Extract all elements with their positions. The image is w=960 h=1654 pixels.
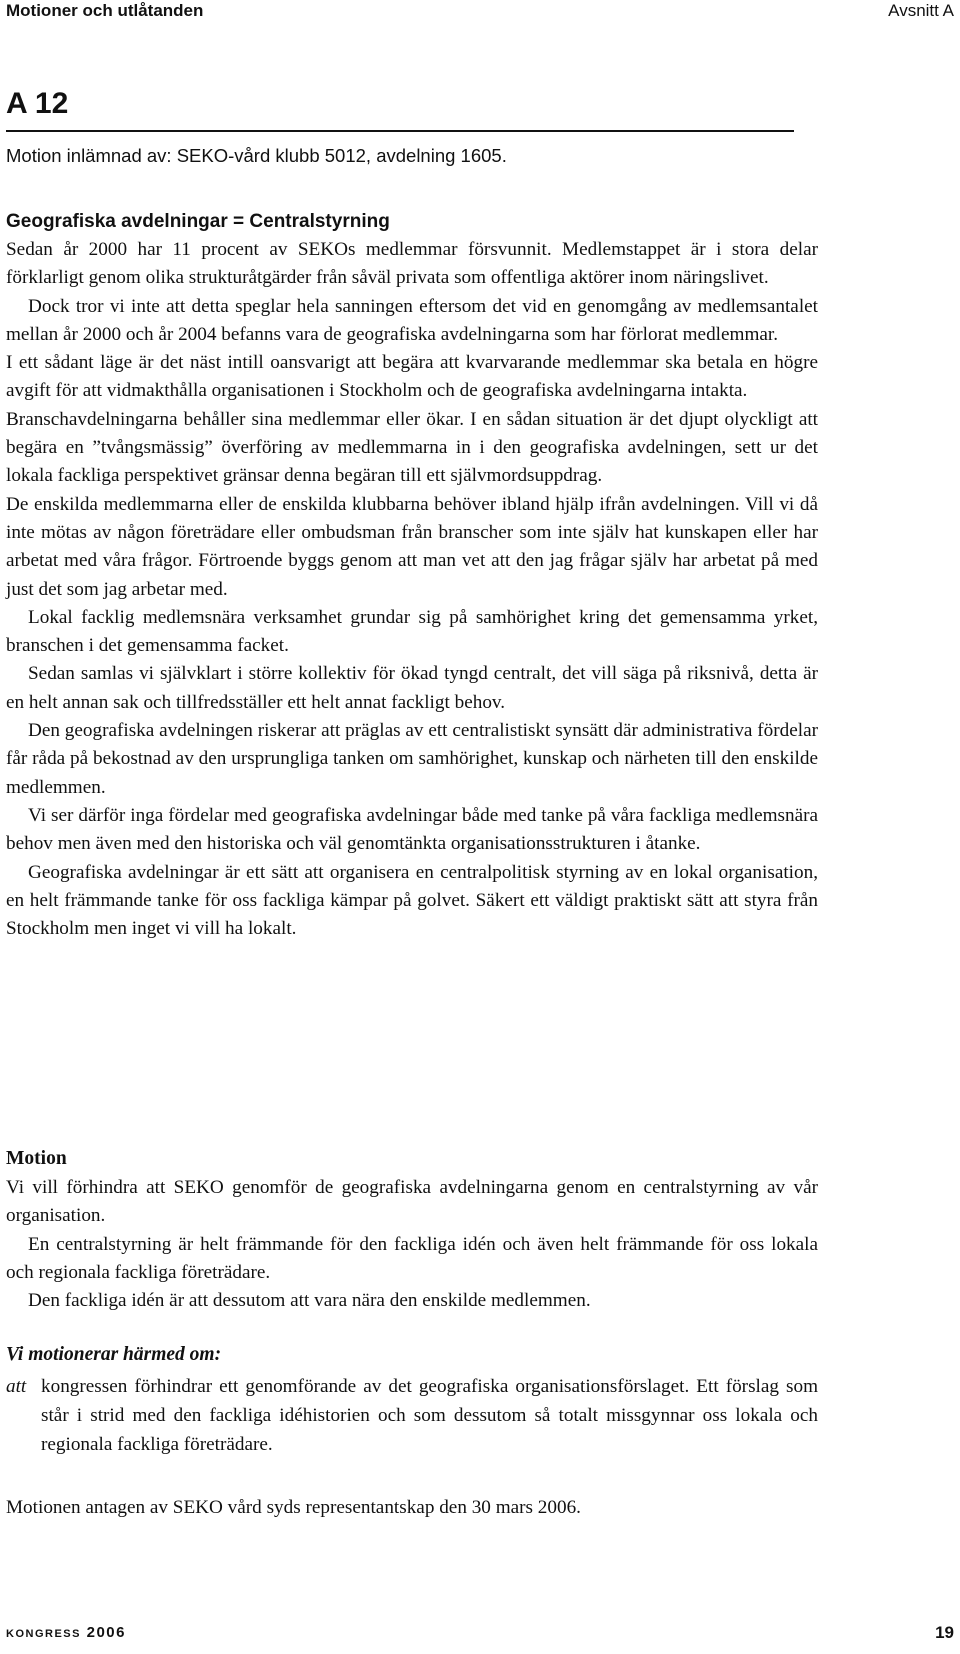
att-clause-text: kongressen förhindrar ett genomförande av det geografiska organisationsförslaget. Ett förslag som står i strid med den fackliga idéhistorien och som dessutom så totalt missgynnar oss lokala och regionala fackliga företrädare. [41, 1376, 818, 1455]
footer-publication: kongress 2006 [6, 1624, 126, 1641]
motion-title: A 12 [6, 87, 69, 120]
body-paragraph: De enskilda medlemmarna eller de enskilda klubbarna behöver ibland hjälp ifrån avdelningen. Vill vi då inte mötas av någon företrädare eller ombudsman från branscher som inte själv hat kunskapen eller har arbetat med våra frågor. Förtroende byggs genom att man vet att den jag frågar själv har arbetat på med just det som jag arbetar med. [6, 493, 818, 600]
motion-section [6, 1144, 818, 1315]
body-paragraph: Vi ser därför inga fördelar med geografiska avdelningar både med tanke på våra fackliga medlemsnära behov men även med den historiska och väl genomtänkta organisationsstrukturen i åtanke. [6, 804, 818, 855]
body-paragraph: Sedan samlas vi självklart i större kollektiv för ökad tyngd centralt, det vill säga på riksnivå, detta är en helt annan sak och tillfredsställer ett helt annat fackligt behov. [6, 663, 818, 713]
page-number: 19 [935, 1623, 954, 1642]
header-section-label: Avsnitt A [888, 1, 954, 20]
body-paragraph: Sedan år 2000 har 11 procent av SEKOs medlemmar försvunnit. Medlemstappet är i stora delar förklarligt genom olika strukturåtgärder från såväl privata som offentliga aktörer inom näringslivet. [6, 239, 818, 289]
body-paragraph: Dock tror vi inte att detta speglar hela sanningen eftersom det vid en genomgång av medlemsantalet mellan år 2000 och år 2004 befanns vara de geografiska avdelningarna som har förlorat medlemmar. [6, 295, 818, 345]
motion-paragraph: Vi vill förhindra att SEKO genomför de geografiska avdelningarna genom en centralstyrning av vår organisation. [6, 1177, 818, 1227]
header-section-title: Motioner och utlåtanden [6, 1, 204, 20]
resolution-heading: Vi motionerar härmed om: [6, 1344, 222, 1365]
body-paragraph: Den geografiska avdelningen riskerar att präglas av ett centralistiskt synsätt där administrativa fördelar får råda på bekostnad av den ursprungliga tanken om samhörighet, kunskap och närheten till den enskilde medlemmen. [6, 720, 818, 798]
motion-body [6, 208, 818, 943]
att-clause [6, 1372, 818, 1459]
motion-heading: Motion [6, 1148, 67, 1169]
resolution-section [6, 1340, 818, 1459]
body-paragraph: Geografiska avdelningar är ett sätt att organisera en centralpolitisk styrning av en lokal organisation, en helt främmande tanke för oss fackliga kämpar på golvet. Säkert ett väldigt praktiskt sätt att styra från Stockholm men inget vi vill ha lokalt. [6, 861, 818, 940]
body-paragraph: I ett sådant läge är det näst intill oansvarigt att begära att kvarvarande medlemmar ska betala en högre avgift för att vidmakthålla organisationen i Stockholm och de geografiska avdelningarna intakta. [6, 352, 818, 402]
adoption-note: Motionen antagen av SEKO vård syds representantskap den 30 mars 2006. [6, 1497, 581, 1518]
motion-paragraph: Den fackliga idén är att dessutom att vara nära den enskilde medlemmen. [28, 1290, 591, 1312]
title-divider [6, 130, 794, 132]
body-paragraph: Lokal facklig medlemsnära verksamhet grundar sig på samhörighet kring det gemensamma yrket, branschen i det gemensamma facket. [6, 606, 818, 657]
page-footer [6, 1622, 954, 1648]
att-marker: att [6, 1376, 27, 1397]
body-heading: Geografiska avdelningar = Centralstyrning [6, 211, 390, 232]
running-header [6, 0, 954, 24]
body-paragraph: Branschavdelningarna behåller sina medlemmar eller ökar. I en sådan situation är det djupt olyckligt att begära en ”tvångsmässig” överföring av medlemmarna in i den geografiska avdelningen, sett ur det lokala fackliga perspektivet gränsar denna begäran till ett självmordsuppdrag. [6, 408, 818, 487]
motion-paragraph: En centralstyrning är helt främmande för den fackliga idén och även helt främmande för oss lokala och regionala fackliga företrädare. [6, 1233, 818, 1283]
submitted-by: Motion inlämnad av: SEKO-vård klubb 5012, avdelning 1605. [6, 145, 507, 166]
